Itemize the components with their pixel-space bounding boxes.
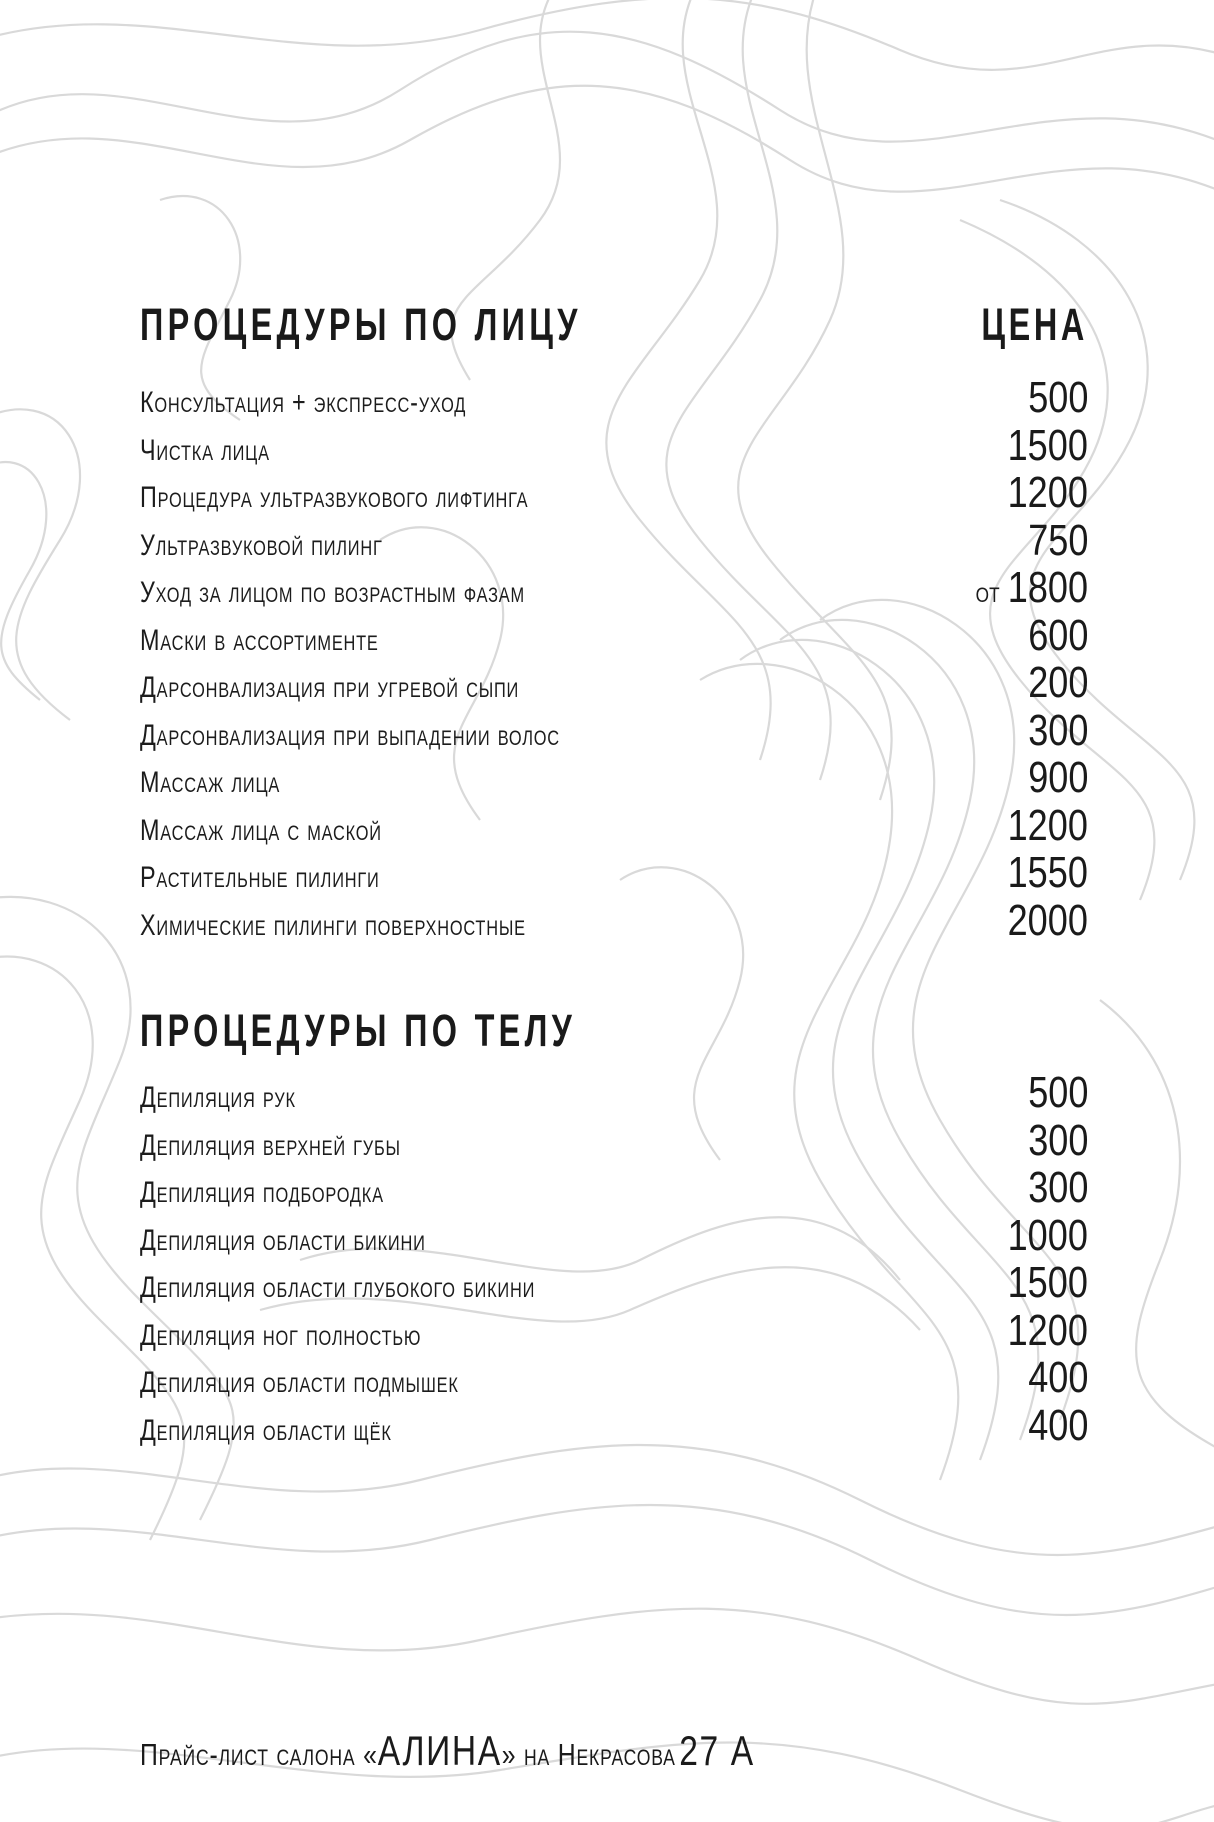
footer-caption	[140, 1727, 755, 1775]
procedure-price: 600	[1027, 610, 1088, 660]
procedure-name: Ультразвуковой пилинг	[140, 528, 383, 562]
procedure-name: Депиляция области подмышек	[140, 1366, 459, 1399]
procedure-price: 1000	[1007, 1210, 1088, 1260]
list-item	[140, 612, 1088, 660]
procedure-name: Маски в ассортименте	[140, 623, 379, 657]
procedure-name: Растительные пилинги	[140, 861, 380, 894]
price-prefix: от	[975, 576, 1000, 609]
procedure-name: Депиляция рук	[140, 1081, 296, 1114]
procedure-price: 750	[1027, 515, 1088, 565]
face-section-title: ПРОЦЕДУРЫ ПО ЛИЦУ	[140, 299, 582, 350]
procedure-name: Консультация + экспресс-уход	[140, 386, 467, 419]
procedure-name: Химические пилинги поверхностные	[140, 908, 526, 942]
procedure-name: Чистка лица	[140, 433, 270, 467]
procedure-price: 1800	[1007, 563, 1088, 612]
procedure-name: Депиляция области глубокого бикини	[140, 1271, 536, 1304]
procedure-price: 500	[1027, 1068, 1088, 1117]
procedure-price: 1200	[1007, 800, 1088, 850]
procedure-price: 300	[1027, 1115, 1088, 1165]
list-item	[140, 849, 1088, 897]
list-item	[140, 1212, 1088, 1260]
footer-house-number: 27 А	[679, 1727, 755, 1774]
list-item	[140, 659, 1088, 707]
list-item	[140, 517, 1088, 565]
procedure-price: 200	[1027, 658, 1088, 707]
procedure-price: 300	[1027, 705, 1088, 755]
procedure-price: 900	[1027, 753, 1088, 802]
list-item	[140, 374, 1088, 422]
footer-address: » на Некрасова	[501, 1737, 676, 1772]
procedure-price: 1200	[1007, 1305, 1088, 1355]
list-item	[140, 897, 1088, 945]
list-item	[140, 707, 1088, 755]
price-column-header: ЦЕНА	[981, 299, 1088, 350]
price-cell	[1028, 1402, 1088, 1460]
procedure-name: Депиляция верхней губы	[140, 1128, 401, 1162]
list-item	[140, 1307, 1088, 1355]
list-item	[140, 1117, 1088, 1165]
procedure-name: Массаж лица с маской	[140, 813, 382, 847]
body-procedures-list	[140, 1069, 1088, 1449]
procedure-price: 400	[1027, 1400, 1088, 1450]
procedure-price: 1500	[1007, 420, 1088, 470]
procedure-name: Уход за лицом по возрастным фазам	[140, 576, 525, 609]
procedure-name: Дарсонвализация при угревой сыпи	[140, 671, 520, 704]
procedure-price: 2000	[1007, 895, 1088, 945]
procedure-name: Массаж лица	[140, 766, 281, 799]
body-section-title: ПРОЦЕДУРЫ ПО ТЕЛУ	[140, 1005, 577, 1056]
footer-prefix: Прайс-лист салона «	[140, 1737, 378, 1772]
list-item	[140, 469, 1088, 517]
list-item	[140, 1069, 1088, 1117]
procedure-name: Депиляция области бикини	[140, 1223, 426, 1257]
procedure-name: Депиляция подбородка	[140, 1176, 384, 1209]
list-item	[140, 1259, 1088, 1307]
list-item	[140, 754, 1088, 802]
procedure-price: 500	[1027, 373, 1088, 422]
procedure-price: 1200	[1007, 468, 1088, 517]
procedure-price: 400	[1027, 1353, 1088, 1402]
procedure-name: Депиляция ног полностью	[140, 1318, 422, 1352]
procedure-name: Дарсонвализация при выпадении волос	[140, 718, 560, 752]
salon-name: АЛИНА	[377, 1727, 502, 1774]
list-item	[140, 1402, 1088, 1450]
list-item	[140, 1164, 1088, 1212]
list-item	[140, 802, 1088, 850]
procedure-name: Депиляция области щёк	[140, 1413, 392, 1447]
list-item	[140, 564, 1088, 612]
procedure-name: Процедура ультразвукового лифтинга	[140, 481, 529, 514]
list-item	[140, 1354, 1088, 1402]
price-cell	[1008, 897, 1088, 955]
body-section-header	[140, 1005, 1088, 1056]
procedure-price: 300	[1027, 1163, 1088, 1212]
face-section-header	[140, 299, 1088, 350]
procedure-price: 1550	[1007, 848, 1088, 897]
face-procedures-list	[140, 374, 1088, 944]
procedure-price: 1500	[1007, 1258, 1088, 1307]
list-item	[140, 422, 1088, 470]
